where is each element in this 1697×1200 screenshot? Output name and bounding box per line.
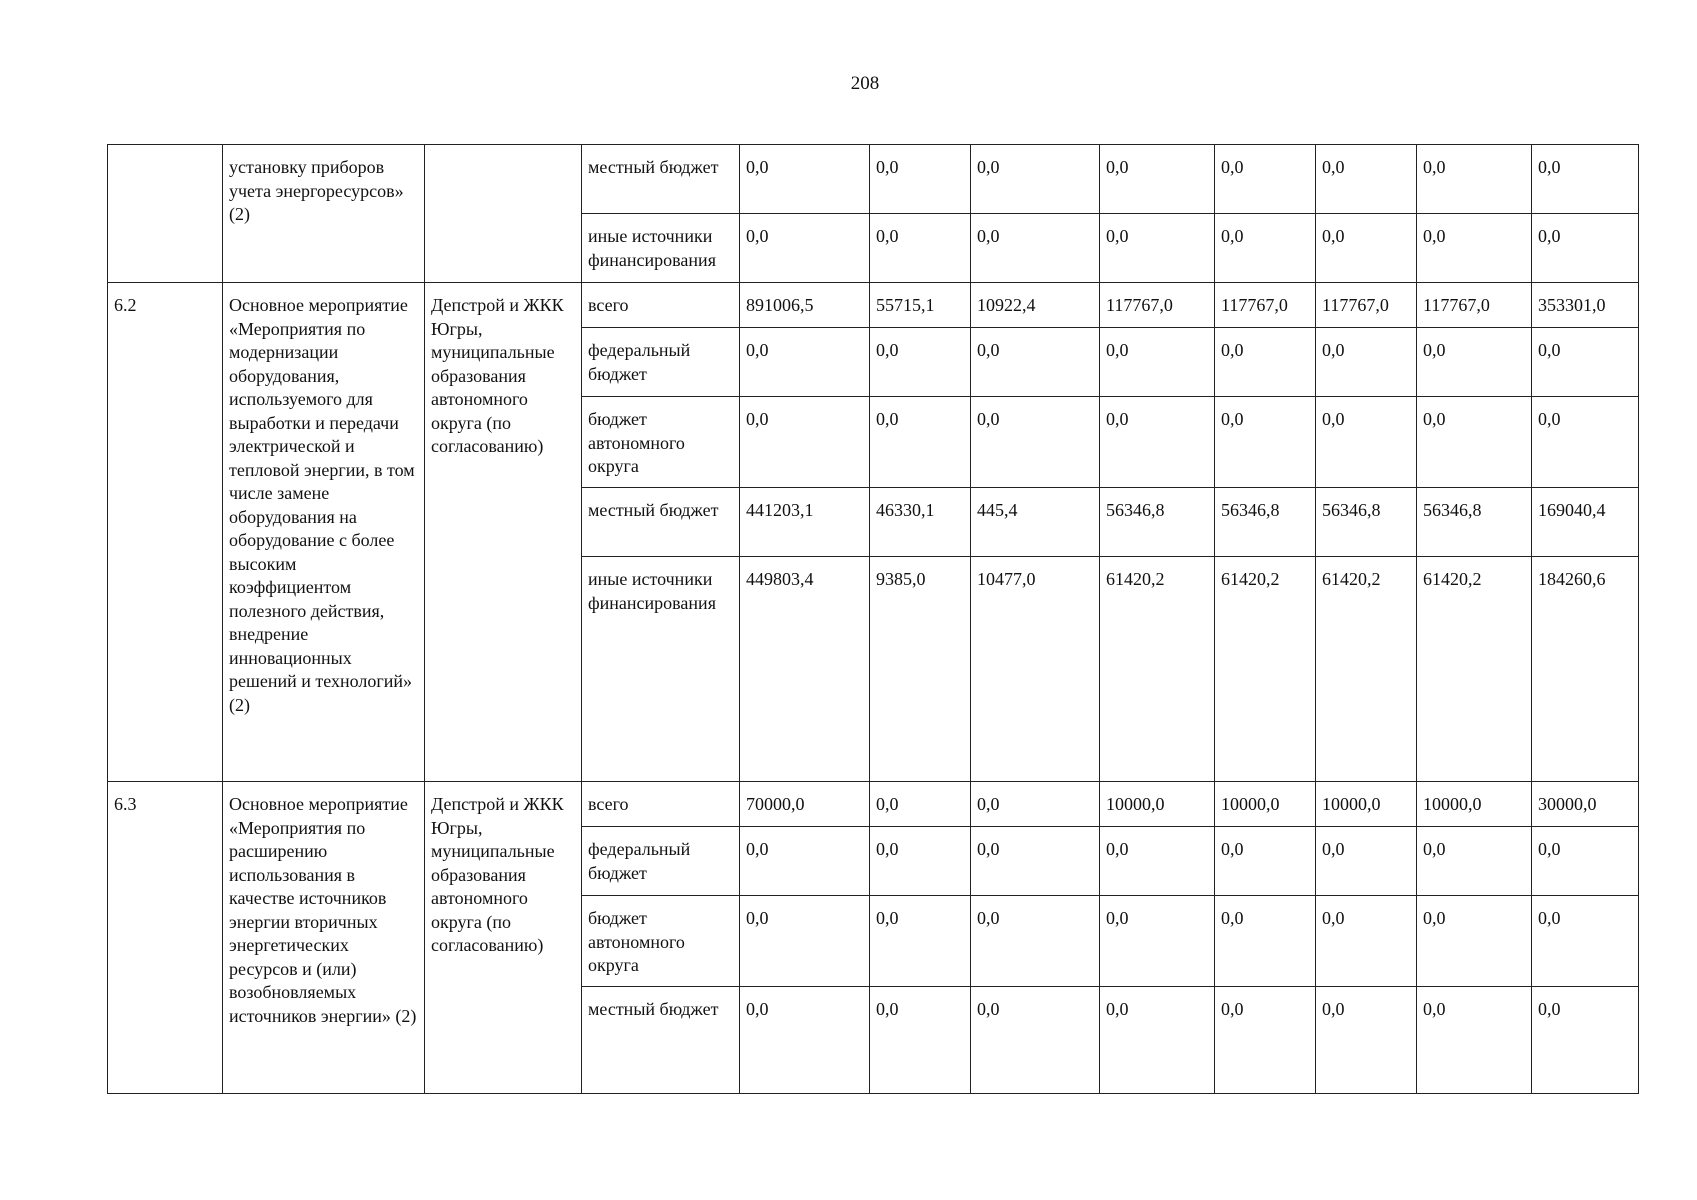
value-cell: 0,0 — [1532, 397, 1639, 488]
value-cell: 0,0 — [1316, 397, 1417, 488]
value-cell: 70000,0 — [740, 782, 870, 827]
value-cell: 117767,0 — [1215, 283, 1316, 328]
value-cell: 441203,1 — [740, 488, 870, 557]
value-cell: 0,0 — [1417, 328, 1532, 397]
funding-source-cell: бюджет автономного округа — [582, 397, 740, 488]
value-cell: 184260,6 — [1532, 557, 1639, 782]
value-cell: 61420,2 — [1215, 557, 1316, 782]
value-cell: 0,0 — [1316, 827, 1417, 896]
value-cell: 0,0 — [870, 987, 971, 1094]
value-cell: 0,0 — [1215, 145, 1316, 214]
value-cell: 0,0 — [740, 397, 870, 488]
value-cell: 0,0 — [1316, 328, 1417, 397]
value-cell: 10000,0 — [1417, 782, 1532, 827]
item-number-cell: 6.3 — [108, 782, 223, 1094]
value-cell: 9385,0 — [870, 557, 971, 782]
table-row — [108, 283, 1639, 328]
value-cell: 0,0 — [1100, 896, 1215, 987]
value-cell: 0,0 — [1215, 827, 1316, 896]
value-cell: 0,0 — [1316, 214, 1417, 283]
value-cell: 0,0 — [971, 896, 1100, 987]
value-cell: 449803,4 — [740, 557, 870, 782]
value-cell: 61420,2 — [1417, 557, 1532, 782]
value-cell: 891006,5 — [740, 283, 870, 328]
value-cell: 0,0 — [1417, 145, 1532, 214]
value-cell: 0,0 — [1417, 987, 1532, 1094]
page-number: 208 — [850, 73, 880, 94]
value-cell: 55715,1 — [870, 283, 971, 328]
value-cell: 0,0 — [1532, 896, 1639, 987]
value-cell: 0,0 — [1417, 827, 1532, 896]
funding-source-cell: всего — [582, 283, 740, 328]
value-cell: 117767,0 — [1316, 283, 1417, 328]
item-name-cell: Основное мероприятие «Мероприятия по расширению использования в качестве источников энергии вторичных энергетических ресурсов и (или) возобновляемых источников энергии» (2) — [223, 782, 425, 1094]
value-cell: 0,0 — [1417, 214, 1532, 283]
value-cell: 0,0 — [740, 145, 870, 214]
value-cell: 0,0 — [870, 214, 971, 283]
funding-table — [107, 144, 1639, 1094]
value-cell: 0,0 — [1215, 987, 1316, 1094]
value-cell: 353301,0 — [1532, 283, 1639, 328]
value-cell: 0,0 — [971, 397, 1100, 488]
value-cell: 0,0 — [740, 987, 870, 1094]
value-cell: 10922,4 — [971, 283, 1100, 328]
value-cell: 117767,0 — [1417, 283, 1532, 328]
funding-source-cell: местный бюджет — [582, 488, 740, 557]
value-cell: 0,0 — [1100, 145, 1215, 214]
funding-source-cell: всего — [582, 782, 740, 827]
value-cell: 445,4 — [971, 488, 1100, 557]
item-name-cell: Основное мероприятие «Мероприятия по модернизации оборудования, используемого для выработки и передачи электрической и тепловой энергии, в том числе замене оборудования на оборудование с более высоким коэффициентом полезного действия, внедрение инновационных решений и технологий» (2) — [223, 283, 425, 782]
value-cell: 30000,0 — [1532, 782, 1639, 827]
value-cell: 0,0 — [1316, 987, 1417, 1094]
table-row — [108, 782, 1639, 827]
value-cell: 0,0 — [971, 328, 1100, 397]
value-cell: 56346,8 — [1316, 488, 1417, 557]
value-cell: 46330,1 — [870, 488, 971, 557]
value-cell: 10000,0 — [1316, 782, 1417, 827]
value-cell: 56346,8 — [1100, 488, 1215, 557]
executor-cell — [425, 145, 582, 283]
value-cell: 0,0 — [1316, 145, 1417, 214]
value-cell: 0,0 — [870, 896, 971, 987]
table-row — [108, 145, 1639, 214]
value-cell: 10000,0 — [1100, 782, 1215, 827]
value-cell: 0,0 — [870, 827, 971, 896]
value-cell: 0,0 — [1215, 896, 1316, 987]
value-cell: 0,0 — [1100, 397, 1215, 488]
value-cell: 56346,8 — [1215, 488, 1316, 557]
value-cell: 0,0 — [1100, 214, 1215, 283]
value-cell: 0,0 — [1532, 827, 1639, 896]
executor-cell: Депстрой и ЖКК Югры, муниципальные образования автономного округа (по согласованию) — [425, 782, 582, 1094]
value-cell: 0,0 — [971, 987, 1100, 1094]
value-cell: 117767,0 — [1100, 283, 1215, 328]
item-name-cell: установку приборов учета энергоресурсов» (2) — [223, 145, 425, 283]
value-cell: 0,0 — [1215, 397, 1316, 488]
value-cell: 56346,8 — [1417, 488, 1532, 557]
executor-cell: Депстрой и ЖКК Югры, муниципальные образования автономного округа (по согласованию) — [425, 283, 582, 782]
value-cell: 0,0 — [1100, 827, 1215, 896]
value-cell: 61420,2 — [1316, 557, 1417, 782]
value-cell: 0,0 — [1532, 987, 1639, 1094]
value-cell: 0,0 — [740, 328, 870, 397]
value-cell: 0,0 — [1532, 145, 1639, 214]
value-cell: 0,0 — [870, 328, 971, 397]
value-cell: 0,0 — [870, 397, 971, 488]
value-cell: 0,0 — [1100, 328, 1215, 397]
value-cell: 0,0 — [971, 145, 1100, 214]
funding-source-cell: федеральный бюджет — [582, 827, 740, 896]
funding-source-cell: местный бюджет — [582, 145, 740, 214]
value-cell: 0,0 — [971, 214, 1100, 283]
item-number-cell — [108, 145, 223, 283]
value-cell: 0,0 — [971, 782, 1100, 827]
funding-source-cell: бюджет автономного округа — [582, 896, 740, 987]
value-cell: 0,0 — [1532, 328, 1639, 397]
funding-source-cell: иные источники финансирования — [582, 214, 740, 283]
value-cell: 0,0 — [740, 214, 870, 283]
value-cell: 0,0 — [1215, 328, 1316, 397]
value-cell: 0,0 — [740, 827, 870, 896]
value-cell: 0,0 — [740, 896, 870, 987]
funding-source-cell: иные источники финансирования — [582, 557, 740, 782]
value-cell: 61420,2 — [1100, 557, 1215, 782]
funding-source-cell: федеральный бюджет — [582, 328, 740, 397]
value-cell: 0,0 — [1100, 987, 1215, 1094]
value-cell: 0,0 — [1417, 896, 1532, 987]
value-cell: 0,0 — [1215, 214, 1316, 283]
value-cell: 0,0 — [870, 145, 971, 214]
value-cell: 0,0 — [1316, 896, 1417, 987]
item-number-cell: 6.2 — [108, 283, 223, 782]
value-cell: 169040,4 — [1532, 488, 1639, 557]
funding-source-cell: местный бюджет — [582, 987, 740, 1094]
value-cell: 0,0 — [870, 782, 971, 827]
value-cell: 0,0 — [971, 827, 1100, 896]
value-cell: 0,0 — [1532, 214, 1639, 283]
value-cell: 0,0 — [1417, 397, 1532, 488]
value-cell: 10000,0 — [1215, 782, 1316, 827]
value-cell: 10477,0 — [971, 557, 1100, 782]
